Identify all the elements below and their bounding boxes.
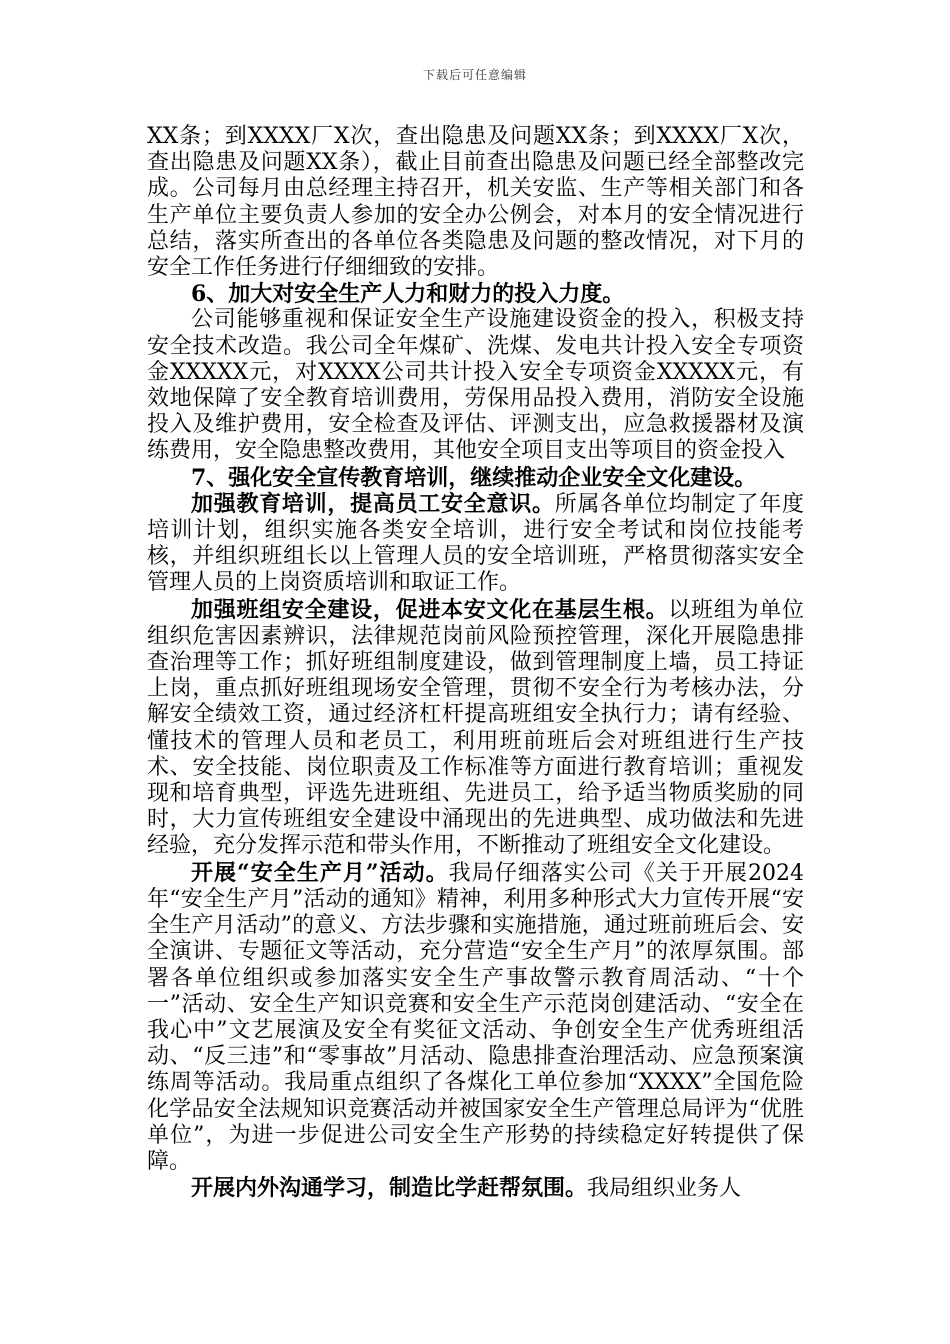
paragraph-lead-safety-month: 开展“安全生产月”活动。 xyxy=(191,859,449,886)
paragraph-safety-month xyxy=(147,860,804,1175)
paragraph-text-team-safety: 以班组为单位组织危害因素辨识，法律规范岗前风险预控管理，深化开展隐患排查治理等工作；抓好班组制度建设，做到管理制度上墙，员工持证上岗，重点抓好班组现场安全管理，贯彻不安全行为考核办法，分解安全绩效工资，通过经济杠杆提高班组安全执行力；请有经验、懂技术的管理人员和老员工，利用班前班后会对班组进行生产技术、安全技能、岗位职责及工作标准等方面进行教育培训；重视发现和培育典型，评选先进班组、先进员工，给予适当物质奖励的同时，大力宣传班组安全建设中涌现出的先进典型、成功做法和先进经验，充分发挥示范和带头作用，不断推动了班组安全文化建设。 xyxy=(147,597,804,859)
paragraph-investment: 公司能够重视和保证安全生产设施建设资金的投入，积极支持安全技术改造。我公司全年煤矿、洗煤、发电共计投入安全专项资金XXXXX元，对XXXX公司共计投入安全专项资金XXXXX元，有效地保障了安全教育培训费用，劳保用品投入费用，消防安全设施投入及维护费用，安全检查及评估、评测支出，应急救援器材及演练费用，安全隐患整改费用，其他安全项目支出等项目的资金投入 xyxy=(147,307,804,464)
paragraph-team-safety xyxy=(147,597,804,860)
document-body xyxy=(147,124,804,1202)
paragraph-text-communication: 我局组织业务人 xyxy=(587,1176,742,1202)
paragraph-lead-training: 加强教育培训，提高员工安全意识。 xyxy=(191,490,555,517)
section-heading-6: 6、加大对安全生产人力和财力的投入力度。 xyxy=(191,281,625,308)
paragraph-training xyxy=(147,491,804,597)
paragraph-continuation: XX条；到XXXX厂X次，查出隐患及问题XX条；到XXXX厂X次，查出隐患及问题XX条），截止目前查出隐患及问题已经全部整改完成。公司每月由总经理主持召开，机关安监、生产等相关部门和各生产单位主要负责人参加的安全办公例会，对本月的安全情况进行总结，落实所查出的各单位各类隐患及问题的整改情况，对下月的安全工作任务进行仔细细致的安排。 xyxy=(147,124,804,281)
paragraph-text-training: 所属各单位均制定了年度培训计划，组织实施各类安全培训，进行安全考试和岗位技能考核，并组织班组长以上管理人员的安全培训班，严格贯彻落实安全管理人员的上岗资质培训和取证工作。 xyxy=(147,491,804,596)
paragraph-text-safety-month: 我局仔细落实公司《关于开展2024年“安全生产月”活动的通知》精神，利用多种形式大力宣传开展“安全生产月活动”的意义、方法步骤和实施措施，通过班前班后会、安全演讲、专题征文等活动，充分营造“安全生产月”的浓厚氛围。部署各单位组织或参加落实安全生产事故警示教育周活动、“十个一”活动、安全生产知识竞赛和安全生产示范岗创建活动、“安全在我心中”文艺展演及安全有奖征文活动、争创安全生产优秀班组活动、“反三违”和“零事故”月活动、隐患排查治理活动、应急预案演练周等活动。我局重点组织了各煤化工单位参加“XXXX”全国危险化学品安全法规知识竞赛活动并被国家安全生产管理总局评为“优胜单位”，为进一步促进公司安全生产形势的持续稳定好转提供了保障。 xyxy=(147,860,804,1174)
paragraph-lead-team-safety: 加强班组安全建设，促进本安文化在基层生根。 xyxy=(191,596,669,623)
paragraph-lead-communication: 开展内外沟通学习，制造比学赶帮氛围。 xyxy=(191,1175,588,1202)
paragraph-communication xyxy=(147,1175,804,1202)
section-heading-7: 7、强化安全宣传教育培训，继续推动企业安全文化建设。 xyxy=(191,464,757,491)
page-header-note: 下载后可任意编辑 xyxy=(422,68,527,82)
